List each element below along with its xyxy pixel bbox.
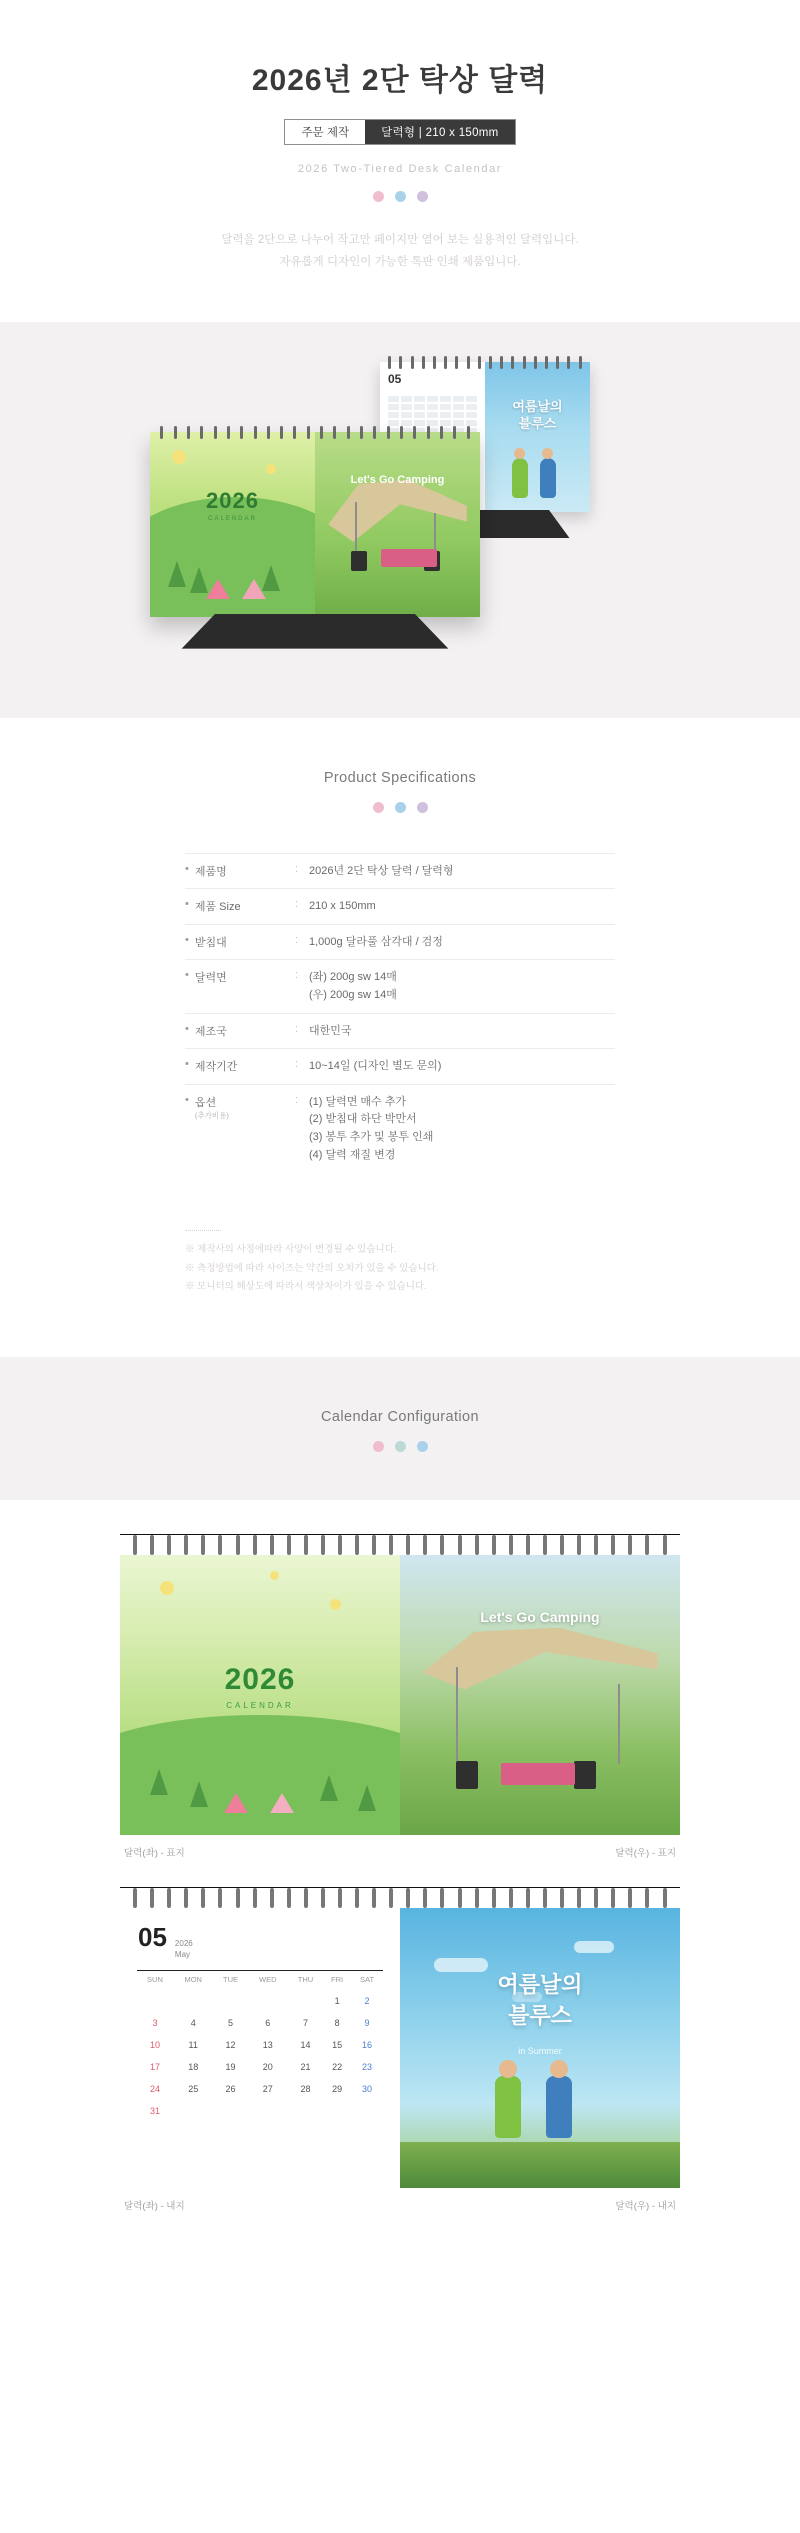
dot-lilac-icon xyxy=(417,191,428,202)
dot-blue-icon xyxy=(395,191,406,202)
spec-value: 1,000g 달라풀 삼각대 / 검정 xyxy=(309,935,443,948)
day-cell: 9 xyxy=(364,2018,370,2029)
note-line: ※ 측정방법에 따라 사이즈는 약간의 오차가 있을 수 있습니다. xyxy=(185,1262,439,1274)
figure-child-right xyxy=(546,2076,572,2138)
dot-lilac-icon xyxy=(417,802,428,813)
decorative-dots xyxy=(0,191,800,202)
day-cell: 16 xyxy=(362,2040,373,2051)
inner-photo-title-line-2: 블루스 xyxy=(508,2002,572,2028)
calendar-sheet-cover xyxy=(120,1534,680,1859)
calendar-sheet-wrapper xyxy=(120,1534,680,2212)
specifications-table xyxy=(185,853,615,1173)
day-cell: 14 xyxy=(300,2040,311,2051)
day-cell: 30 xyxy=(362,2084,373,2095)
inner-left-page-month xyxy=(120,1908,400,2188)
day-cell xyxy=(213,1990,247,2012)
spec-label-text: 제품명 xyxy=(194,865,227,878)
spec-label: • 달력면 xyxy=(185,969,227,985)
spec-value: 2026년 2단 탁상 달력 / 달력형 xyxy=(309,864,454,877)
spec-row xyxy=(185,1085,615,1172)
spec-row xyxy=(185,1049,615,1085)
dot-teal-icon xyxy=(395,1441,406,1452)
spec-label: • 제작기간 xyxy=(185,1058,238,1074)
spiral-rings-icon xyxy=(150,426,480,440)
weekday-header-row xyxy=(137,1975,383,1990)
dot-pink-icon xyxy=(373,802,384,813)
day-cell: 20 xyxy=(262,2062,273,2073)
spiral-rings-icon xyxy=(120,1888,680,1908)
hero-description-line-2: 자유롭게 디자인이 가능한 톡판 인쇄 제품입니다. xyxy=(279,255,521,268)
spec-row xyxy=(185,925,615,961)
day-cell: 5 xyxy=(227,2018,233,2029)
note-line: ※ 제작사의 사정에따라 사양이 변경될 수 있습니다. xyxy=(185,1244,397,1256)
spec-row xyxy=(185,853,615,890)
inner-pages xyxy=(120,1908,680,2188)
spec-label: • 받침대 xyxy=(185,933,227,949)
week-row xyxy=(137,2100,383,2122)
front-cover-camping-text: Let's Go Camping xyxy=(350,473,445,486)
day-cell: 1 xyxy=(334,1996,340,2007)
weekday-label: SAT xyxy=(360,1975,375,1985)
spec-value: 대한민국 xyxy=(309,1024,352,1037)
spec-label-text: 달력면 xyxy=(194,972,227,985)
day-cell xyxy=(323,2100,351,2122)
cover-left-caption: 달력(좌) - 표지 xyxy=(124,1847,185,1859)
day-cell: 15 xyxy=(332,2040,343,2051)
spec-colon: : xyxy=(295,862,299,875)
cover-left-page xyxy=(120,1555,400,1835)
day-cell: 23 xyxy=(362,2062,373,2073)
spiral-rings-icon xyxy=(380,356,590,370)
front-cover-year-text: 2026 xyxy=(206,487,259,513)
week-row xyxy=(137,2056,383,2078)
front-cover-year xyxy=(150,488,315,522)
decorative-dots xyxy=(0,1441,800,1452)
week-row xyxy=(137,2034,383,2056)
spec-label-text: 옵션 xyxy=(194,1096,217,1109)
divider xyxy=(137,1970,383,1971)
weekday-label: TUE xyxy=(222,1975,238,1985)
day-cell: 7 xyxy=(303,2018,309,2029)
configuration-title: Calendar Configuration xyxy=(321,1408,479,1425)
day-cell: 24 xyxy=(149,2084,160,2095)
spiral-rings-icon xyxy=(120,1535,680,1555)
day-cell: 18 xyxy=(188,2062,199,2073)
calendar-stand-front xyxy=(182,614,449,649)
hero-section xyxy=(0,0,800,322)
spec-colon: : xyxy=(295,969,299,982)
page-title: 2026년 2단 탁상 달력 xyxy=(251,64,549,97)
spec-badge-row xyxy=(284,119,515,145)
spec-colon: : xyxy=(295,1022,299,1035)
day-cell: 26 xyxy=(225,2084,236,2095)
back-cover-title-line-1: 여름날의 xyxy=(512,398,563,414)
day-cell: 31 xyxy=(149,2106,160,2117)
day-cell: 3 xyxy=(152,2018,158,2029)
cover-year xyxy=(120,1663,400,1710)
spec-label: • 제품명 xyxy=(185,862,227,878)
ground-decoration xyxy=(400,2142,680,2188)
day-cell: 8 xyxy=(334,2018,340,2029)
disclaimer-notes xyxy=(185,1230,615,1297)
spec-value: 10~14일 (디자인 별도 문의) xyxy=(309,1060,442,1073)
spec-row xyxy=(185,960,615,1013)
inner-photo-subtitle: in Summer xyxy=(518,2045,562,2056)
day-cell: 21 xyxy=(300,2062,311,2073)
week-row xyxy=(137,2078,383,2100)
month-grid-table xyxy=(137,1975,383,2122)
weekday-label: SUN xyxy=(147,1975,163,1985)
cover-right-page xyxy=(400,1555,680,1835)
configuration-section xyxy=(0,1357,800,1500)
day-cell: 13 xyxy=(262,2040,273,2051)
month-name: May xyxy=(174,1949,191,1959)
day-cell: 27 xyxy=(262,2084,273,2095)
day-cell: 19 xyxy=(225,2062,236,2073)
day-cell xyxy=(351,2100,383,2122)
spec-value: (1) 달력면 매수 추가 (2) 받침대 하단 박만서 (3) 봉투 추가 및 봉투 인쇄 (4) 달력 재질 변경 xyxy=(309,1095,434,1161)
inner-photo-title xyxy=(400,1970,680,2032)
day-cell xyxy=(288,2100,323,2122)
day-cell xyxy=(248,1990,288,2012)
day-cell xyxy=(288,1990,323,2012)
badge-size: 달력형 | 210 x 150mm xyxy=(365,120,514,144)
inner-captions xyxy=(120,2198,680,2212)
front-cover-year-sub: CALENDAR xyxy=(208,515,257,522)
day-cell: 6 xyxy=(265,2018,271,2029)
hero-description-line-1: 달력을 2단으로 나누어 작고만 페이지만 열어 보는 실용적인 달력입니다. xyxy=(221,234,579,246)
month-year: 2026 xyxy=(174,1938,193,1948)
day-cell xyxy=(213,2100,247,2122)
figure-child-right xyxy=(540,458,556,498)
day-cell xyxy=(248,2100,288,2122)
spec-colon: : xyxy=(295,1058,299,1071)
day-cell: 4 xyxy=(190,2018,196,2029)
spec-label-text: 받침대 xyxy=(194,936,227,949)
weekday-label: FRI xyxy=(331,1975,344,1985)
week-row xyxy=(137,1990,383,2012)
inner-right-page-photo xyxy=(400,1908,680,2188)
mini-month-number: 05 xyxy=(388,371,402,386)
calendar-back-right-page xyxy=(485,362,590,512)
specifications-title: Product Specifications xyxy=(323,769,477,786)
weekday-label: MON xyxy=(184,1975,202,1985)
spec-colon: : xyxy=(295,933,299,946)
figure-child-left xyxy=(495,2076,521,2138)
day-cell xyxy=(137,1990,173,2012)
spec-label: • 제조국 xyxy=(185,1022,227,1038)
hero-description xyxy=(0,230,800,274)
cover-camping-title: Let's Go Camping xyxy=(480,1608,600,1625)
day-cell: 25 xyxy=(188,2084,199,2095)
spec-value: (좌) 200g sw 14매 (우) 200g sw 14매 xyxy=(309,971,397,1002)
month-header xyxy=(120,1908,400,1971)
hero-subtitle: 2026 Two-Tiered Desk Calendar xyxy=(297,163,503,175)
badge-custom-order: 주문 제작 xyxy=(285,120,365,144)
spec-label-sub: (추가비용) xyxy=(194,1110,229,1120)
decorative-dots xyxy=(0,802,800,813)
calendar-front-right-page xyxy=(315,432,480,617)
cover-right-caption: 달력(우) - 표지 xyxy=(615,1847,676,1859)
day-cell: 12 xyxy=(225,2040,236,2051)
dot-blue-icon xyxy=(395,802,406,813)
spec-label-text: 제품 Size xyxy=(194,901,241,914)
spec-label-text: 제조국 xyxy=(194,1025,227,1038)
spec-label-text: 제작기간 xyxy=(194,1061,238,1074)
inner-left-caption: 달력(좌) - 내지 xyxy=(124,2200,185,2212)
spec-colon: : xyxy=(295,1093,299,1106)
weekday-label: WED xyxy=(259,1975,277,1985)
dot-blue-icon xyxy=(417,1441,428,1452)
month-number: 05 xyxy=(138,1921,167,1952)
product-scene xyxy=(90,362,710,662)
cover-captions xyxy=(120,1845,680,1859)
cover-year-sub: CALENDAR xyxy=(226,1700,294,1710)
day-cell: 11 xyxy=(188,2040,198,2051)
cover-pages xyxy=(120,1555,680,1835)
product-photo-section xyxy=(0,322,800,718)
day-cell: 10 xyxy=(149,2040,160,2051)
dot-pink-icon xyxy=(373,1441,384,1452)
day-cell: 2 xyxy=(364,1996,370,2007)
inner-photo-title-line-1: 여름날의 xyxy=(497,1971,583,1997)
calendar-sheets-section xyxy=(0,1500,800,2268)
back-cover-title xyxy=(485,398,590,433)
divider xyxy=(185,1230,221,1231)
spec-value: 210 x 150mm xyxy=(309,900,376,913)
cover-year-text: 2026 xyxy=(224,1662,296,1696)
calendar-sheet-inner xyxy=(120,1887,680,2212)
day-cell xyxy=(173,1990,213,2012)
weekday-label: THU xyxy=(297,1975,314,1985)
dot-pink-icon xyxy=(373,191,384,202)
specifications-section xyxy=(0,718,800,1357)
calendar-front-product xyxy=(150,432,480,652)
day-cell: 22 xyxy=(332,2062,343,2073)
day-cell: 28 xyxy=(300,2084,311,2095)
spec-label: • 제품 Size xyxy=(185,898,241,914)
day-cell: 17 xyxy=(149,2062,160,2073)
day-cell: 29 xyxy=(332,2084,343,2095)
calendar-front-left-page xyxy=(150,432,315,617)
inner-right-caption: 달력(우) - 내지 xyxy=(615,2200,676,2212)
spec-label: • 옵션 (추가비용) xyxy=(185,1093,229,1120)
spec-colon: : xyxy=(295,898,299,911)
figure-child-left xyxy=(512,458,528,498)
note-line: ※ 모니터의 해상도에 따라서 색상차이가 있을 수 있습니다. xyxy=(185,1281,427,1293)
spec-row xyxy=(185,1014,615,1050)
month-meta xyxy=(175,1939,193,1961)
spec-row xyxy=(185,889,615,925)
back-cover-title-line-2: 블루스 xyxy=(518,416,557,432)
week-row xyxy=(137,2012,383,2034)
day-cell xyxy=(173,2100,213,2122)
